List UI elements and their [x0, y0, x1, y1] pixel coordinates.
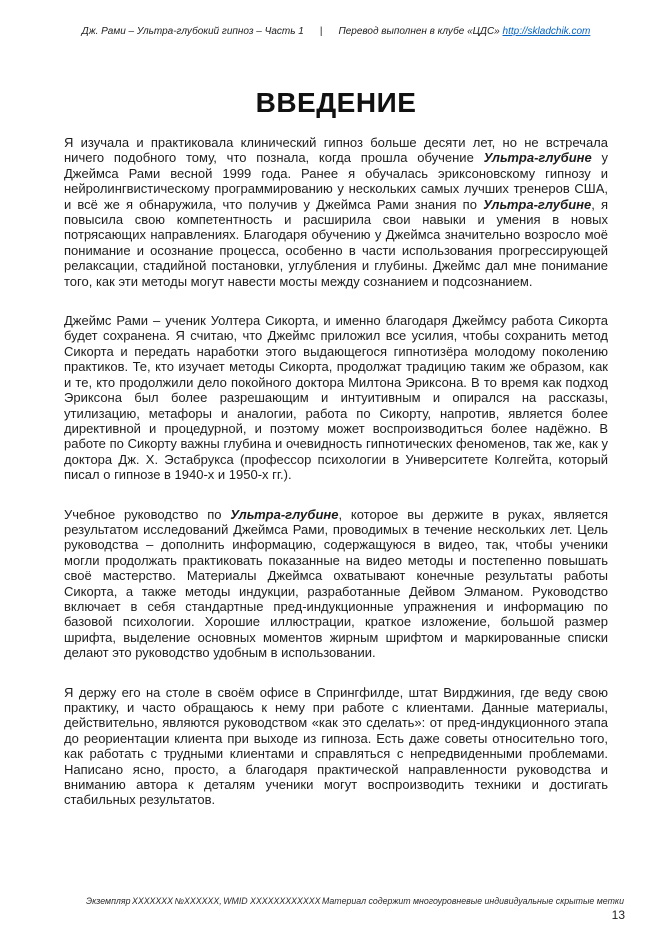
footer-copy-label: Экземпляр: [86, 896, 131, 906]
emphasized-term: Ультра-глубине: [483, 196, 592, 212]
footer-watermark-notice: Материал содержит многоуровневые индивидуальные скрытые метки: [321, 896, 624, 906]
text-run: , я повысила свою компетентность и расширила свои навыки и умения в новых потрясающих направлениях. Благодаря обучению у Джеймса значительно возросло моё понимание и осознание процесса, особенно в части использования прогрессирующей релаксации, стадийной постановки, углубления и глубины. Джеймс дал мне понимание того, как эти методы могут навести мосты между сознанием и подсознанием.: [64, 196, 609, 289]
watermark-footer: [86, 896, 624, 906]
text-run: Учебное руководство по: [64, 506, 231, 522]
header-translation-credit: [338, 26, 590, 37]
header-credit-text: Перевод выполнен в клубе «ЦДС»: [338, 26, 500, 37]
intro-paragraph-4: [64, 685, 608, 808]
header-book-title: Дж. Рами – Ультра-глубокий гипноз – Часть 1: [81, 26, 304, 37]
text-run: Джеймс Рами – ученик Уолтера Сикорта, и именно благодаря Джеймсу работа Сикорта будет сохранена. Я считаю, что Джеймс приложил все усилия, чтобы сохранить метод Сикорта и передать наработки этого выдающегося гипнотизёра молодому поколению практиков. Те, кто изучает методы Сикорта, продолжат традицию таким же образом, как и те, кто продолжили дело покойного доктора Милтона Эриксона. В то время как подход Эриксона был более разрешающим и интуитивным и опирался на рассказы, утилизацию, метафоры и аналогии, работа по Сикорту, напротив, является более директивной и процедурной, и поэтому может воспроизводиться более надёжно. В работе по Сикорту важны глубина и очевидность гипнотических феноменов, так же, как у доктора Дж. Х. Эстабрукса (профессор психологии в Университете Колгейта, который писал о гипнозе в 1940-х и 1950-х гг.).: [64, 313, 608, 483]
text-run: Я изучала и практиковала клинический гипноз больше десяти лет, но не встречала ничего подобного тому, что познала, когда прошла обучение: [64, 135, 608, 166]
text-run: Я держу его на столе в своём офисе в Спрингфилде, штат Вирджиния, где веду свою практику, и часто обращаюсь к нему при работе с клиентами. Данные материалы, действительно, являются руководством «как это сделать»: от пред-индукционного этапа до реориентации клиента при выходе из гипноза. Есть даже советы относительно того, как работать с трудными клиентами и справляться с непредвиденными проблемами. Написано ясно, просто, а благодаря практической направленности руководства и вниманию автора к деталям ученики могут воспроизводить техники и достигать стабильных результатов.: [64, 684, 608, 808]
intro-paragraph-2: [64, 313, 608, 482]
text-run: , которое вы держите в руках, является результатом исследований Джеймса Рами, проводимых в течение нескольких лет. Цель руководства – дополнить информацию, содержащуюся в видео, так, чтобы ученики могли продолжать практиковать показанные на видео методы и постепенно повышать своё мастерство. Материалы Джеймса охватывают конечные результаты работы Сикорта, а также методы индукции, разработанные Дейвом Элманом. Руководство включает в себя стандартные пред-индукционные упражнения и информацию по базовой психологии. Хорошие иллюстрации, краткое изложение, большой размер шрифта, выделение основных моментов жирным шрифтом и маркированные списки делают это руководство удобным в использовании.: [64, 506, 608, 661]
intro-paragraph-1: [64, 135, 608, 289]
page-title: ВВЕДЕНИЕ: [255, 87, 417, 118]
intro-paragraph-3: [64, 507, 608, 661]
header-separator: |: [319, 26, 323, 37]
page-header: [0, 26, 672, 37]
emphasized-term: Ультра-глубине: [483, 150, 592, 166]
footer-copy-number: XXXXXXX: [131, 896, 174, 906]
text-run: у Джеймса Рами весной 1999 года. Ранее я обучалась эриксоновскому гипнозу и нейролингвистическому программированию у нескольких самых лучших тренеров США, и всё же я обнаружила, что получив у Джеймса Рами знания по: [64, 150, 608, 212]
footer-wmid: WMID XXXXXXXXXXXX: [223, 896, 321, 906]
page-number: 13: [611, 908, 625, 922]
footer-serial-number: №XXXXXX,: [174, 896, 222, 906]
skladchik-link[interactable]: http://skladchik.com: [502, 26, 591, 37]
emphasized-term: Ультра-глубине: [230, 506, 339, 522]
